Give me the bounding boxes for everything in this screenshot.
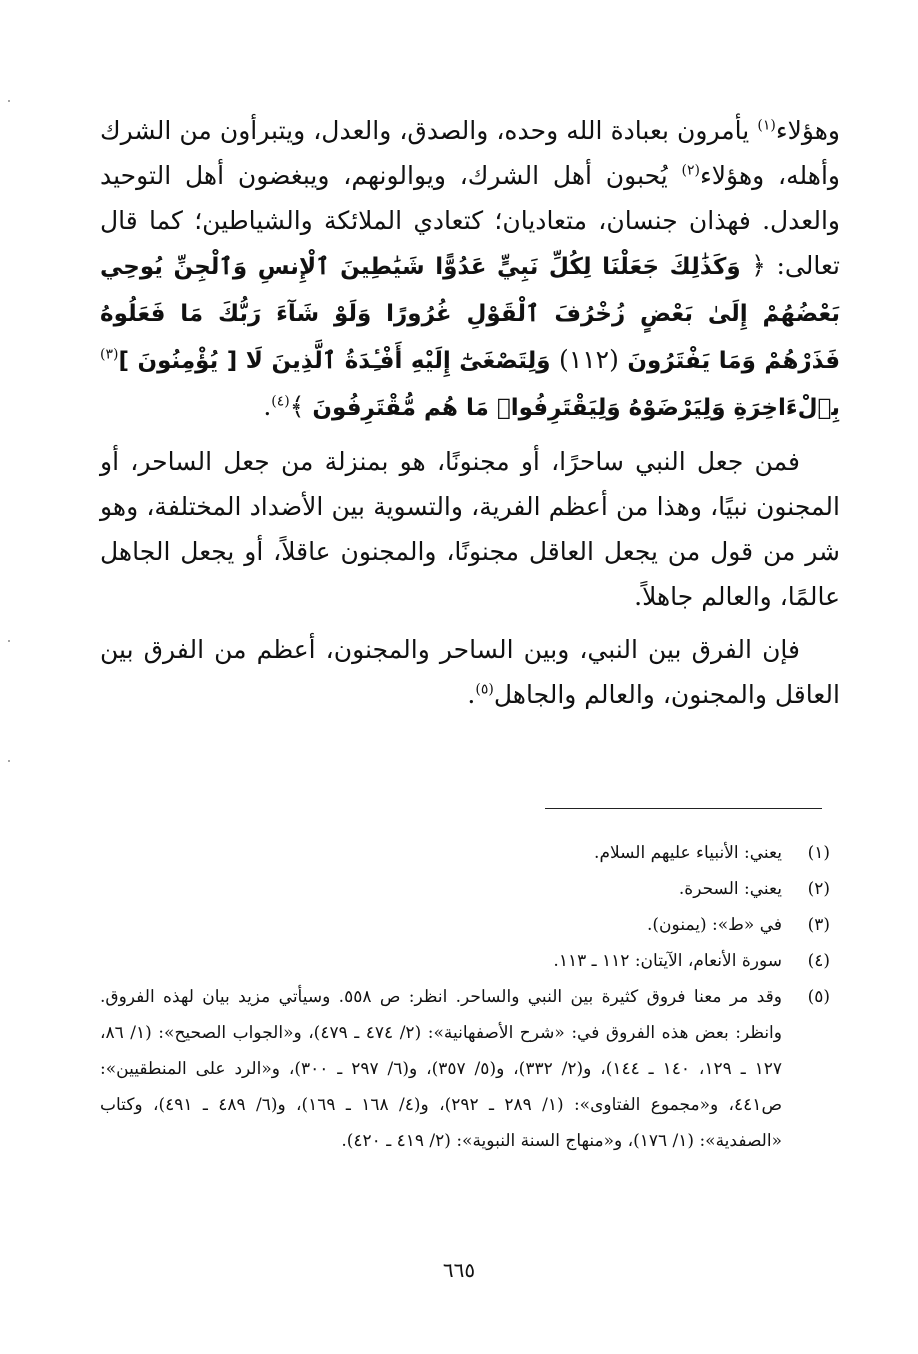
margin-mark xyxy=(8,760,10,762)
margin-mark xyxy=(8,100,10,102)
footnote-4 xyxy=(100,943,830,979)
paragraph-1 xyxy=(100,108,840,431)
footnote-text: وقد مر معنا فروق كثيرة بين النبي والساحر. انظر: ص ٥٥٨. وسيأتي مزيد بيان لهذه الفروق. وانظر: بعض هذه الفروق في: «شرح الأصفهانية»: (٢/ ٤٧٤ ـ ٤٧٩)، و«الجواب الصحيح»: (١/ ٨٦، ١٢٧ ـ ١٢٩، ١٤٠ ـ ١٤٤)، و(٢/ ٣٣٢)، و(٥/ ٣٥٧)، و(٦/ ٢٩٧ ـ ٣٠٠)، و«الرد على المنطقيين»: ص٤٤١، و«مجموع الفتاوى»: (١/ ٢٨٩ ـ ٢٩٢)، و(٤/ ١٦٨ ـ ١٦٩)، و(٦/ ٤٨٩ ـ ٤٩١)، وكتاب «الصفدية»: (١/ ١٧٦)، و«منهاج السنة النبوية»: (٢/ ٤١٩ ـ ٤٢٠). xyxy=(100,987,782,1151)
footnotes xyxy=(100,835,830,1159)
footnote-text: يعني: الأنبياء عليهم السلام. xyxy=(594,843,782,863)
footnote-2 xyxy=(100,871,830,907)
footnote-number: (٢) xyxy=(807,879,830,899)
footnote-number: (٥) xyxy=(807,987,830,1007)
footnote-ref: (٥) xyxy=(475,681,494,698)
text-run: . xyxy=(263,392,272,421)
margin-mark xyxy=(8,640,10,642)
footnote-ref: (٤) xyxy=(271,393,290,410)
text-run: فمن جعل النبي ساحرًا، أو مجنونًا، هو بمنزلة من جعل الساحر، أو المجنون نبيًا، وهذا من أعظم الفرية، والتسوية بين الأضداد المختلفة، وهو شر من قول من يجعل العاقل مجنونًا، والمجنون عاقلاً، أو يجعل الجاهل عالمًا، والعالم جاهلاً. xyxy=(100,447,840,611)
footnote-3 xyxy=(100,907,830,943)
paragraph-2 xyxy=(100,439,840,619)
footnote-text: في «ط»: (يمنون). xyxy=(647,915,782,935)
footnote-text: سورة الأنعام، الآيتان: ١١٢ ـ ١١٣. xyxy=(553,951,782,971)
text-run: يأمرون بعبادة الله وحده، والصدق، والعدل، ويتبرأون من الشرك وأهله، وهؤلاء xyxy=(100,116,840,190)
text-run: وهؤلاء xyxy=(775,116,840,145)
footnote-number: (٤) xyxy=(807,951,830,971)
footnote-number: (٣) xyxy=(807,915,830,935)
footnote-5 xyxy=(100,979,830,1159)
footnote-ref: (٣) xyxy=(100,346,119,363)
ayah-number-marker: (١١٢) xyxy=(559,345,619,374)
footnote-separator xyxy=(545,808,822,809)
footnote-number: (١) xyxy=(807,843,830,863)
text-run: يُحبون أهل الشرك، ويوالونهم، ويبغضون أهل التوحيد والعدل. فهذان جنسان، متعاديان؛ كتعادي الملائكة والشياطين؛ كما قال تعالى: xyxy=(100,161,840,280)
footnote-text: يعني: السحرة. xyxy=(678,879,782,899)
text-run: . xyxy=(467,680,476,709)
page-number: ٦٦٥ xyxy=(442,1258,476,1282)
quran-verse: وَلِتَصْغَىٰٓ إِلَيْهِ أَفْـِٔدَةُ ٱلَّذِينَ لَا [ يُؤْمِنُونَ ] xyxy=(118,348,560,374)
quran-verse: وَكَذَٰلِكَ جَعَلْنَا لِكُلِّ نَبِيٍّ عَدُوًّا شَيَٰطِينَ ٱلْإِنسِ وَٱلْجِنِّ يُوحِي بَعْضُهُمْ إِلَىٰ بَعْضٍ زُخْرُفَ ٱلْقَوْلِ غُرُورًا وَلَوْ شَآءَ رَبُّكَ مَا فَعَلُوهُ فَذَرْهُمْ وَمَا يَفْتَرُونَ xyxy=(100,254,840,374)
footnote-ref: (١) xyxy=(757,117,776,134)
text-run: فإن الفرق بين النبي، وبين الساحر والمجنون، أعظم من الفرق بين العاقل والمجنون، والعالم والجاهل xyxy=(100,635,840,709)
quran-verse: بِٱلْءَاخِرَةِ وَلِيَرْضَوْهُ وَلِيَقْتَرِفُوا۟ مَا هُم مُّقْتَرِفُونَ xyxy=(304,395,840,421)
quran-close-bracket: ﴾ xyxy=(289,392,305,421)
footnote-ref: (٢) xyxy=(681,162,701,179)
main-text xyxy=(100,108,840,717)
footnote-1 xyxy=(100,835,830,871)
quran-open-bracket: ﴿ xyxy=(751,251,766,280)
paragraph-3 xyxy=(100,627,840,717)
